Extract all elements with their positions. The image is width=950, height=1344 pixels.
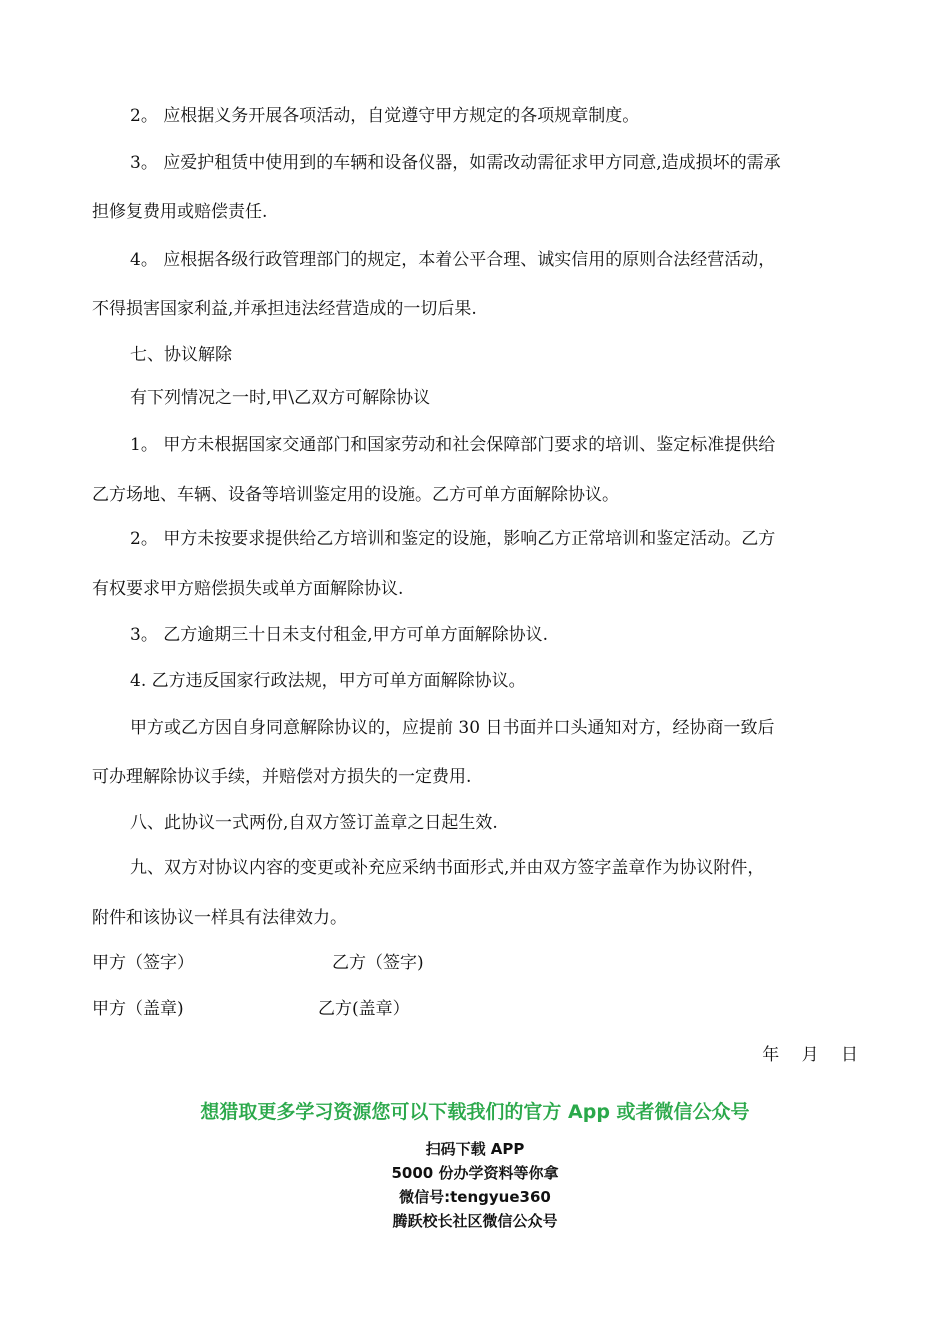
paragraph-obligation-3: 3。 应爱护租赁中使用到的车辆和设备仪器，如需改动需征求甲方同意,造成损坏的需承: [130, 153, 781, 173]
paragraph-termination-4: 4. 乙方违反国家行政法规，甲方可单方面解除协议。: [130, 671, 526, 691]
promo-title: 想猎取更多学习资源您可以下载我们的官方 App 或者微信公众号: [200, 1101, 750, 1123]
date-line: 年 月 日: [762, 1045, 858, 1065]
paragraph-termination-2: 2。 甲方未按要求提供给乙方培训和鉴定的设施，影响乙方正常培训和鉴定活动。乙方: [130, 529, 776, 549]
party-b-signature-label: 乙方（签字): [332, 953, 424, 973]
promo-wechat-id: 微信号:tengyue360: [399, 1188, 551, 1206]
promo-official-account: 腾跃校长社区微信公众号: [392, 1212, 558, 1230]
section-heading-amendment: 九、双方对协议内容的变更或补充应采纳书面形式,并由双方签字盖章作为协议附件，: [130, 858, 765, 878]
party-a-signature-label: 甲方（签字）: [92, 953, 194, 973]
paragraph-termination-1-cont: 乙方场地、车辆、设备等培训鉴定用的设施。乙方可单方面解除协议。: [92, 485, 619, 505]
paragraph-termination-2-cont: 有权要求甲方赔偿损失或单方面解除协议.: [92, 579, 404, 599]
paragraph-obligation-3-cont: 担修复费用或赔偿责任.: [92, 202, 268, 222]
promo-materials: 5000 份办学资料等你拿: [391, 1164, 559, 1182]
promo-download-app: 扫码下载 APP: [425, 1140, 525, 1158]
paragraph-termination-1: 1。 甲方未根据国家交通部门和国家劳动和社会保障部门要求的培训、鉴定标准提供给: [130, 435, 776, 455]
paragraph-obligation-2: 2。 应根据义务开展各项活动，自觉遵守甲方规定的各项规章制度。: [130, 106, 640, 126]
party-b-seal-label: 乙方(盖章）: [318, 999, 410, 1019]
paragraph-termination-intro: 有下列情况之一时,甲\乙双方可解除协议: [130, 388, 431, 408]
paragraph-termination-notice: 甲方或乙方因自身同意解除协议的，应提前 30 日书面并口头通知对方，经协商一致后: [130, 718, 775, 738]
section-heading-effect: 八、此协议一式两份,自双方签订盖章之日起生效.: [130, 813, 498, 833]
paragraph-termination-3: 3。 乙方逾期三十日未支付租金,甲方可单方面解除协议.: [130, 625, 549, 645]
paragraph-obligation-4-cont: 不得损害国家利益,并承担违法经营造成的一切后果.: [92, 299, 477, 319]
paragraph-obligation-4: 4。 应根据各级行政管理部门的规定，本着公平合理、诚实信用的原则合法经营活动，: [130, 250, 776, 270]
section-heading-termination: 七、协议解除: [130, 345, 232, 365]
paragraph-termination-notice-cont: 可办理解除协议手续，并赔偿对方损失的一定费用.: [92, 767, 472, 787]
paragraph-amendment-cont: 附件和该协议一样具有法律效力。: [92, 908, 347, 928]
party-a-seal-label: 甲方（盖章): [92, 999, 184, 1019]
